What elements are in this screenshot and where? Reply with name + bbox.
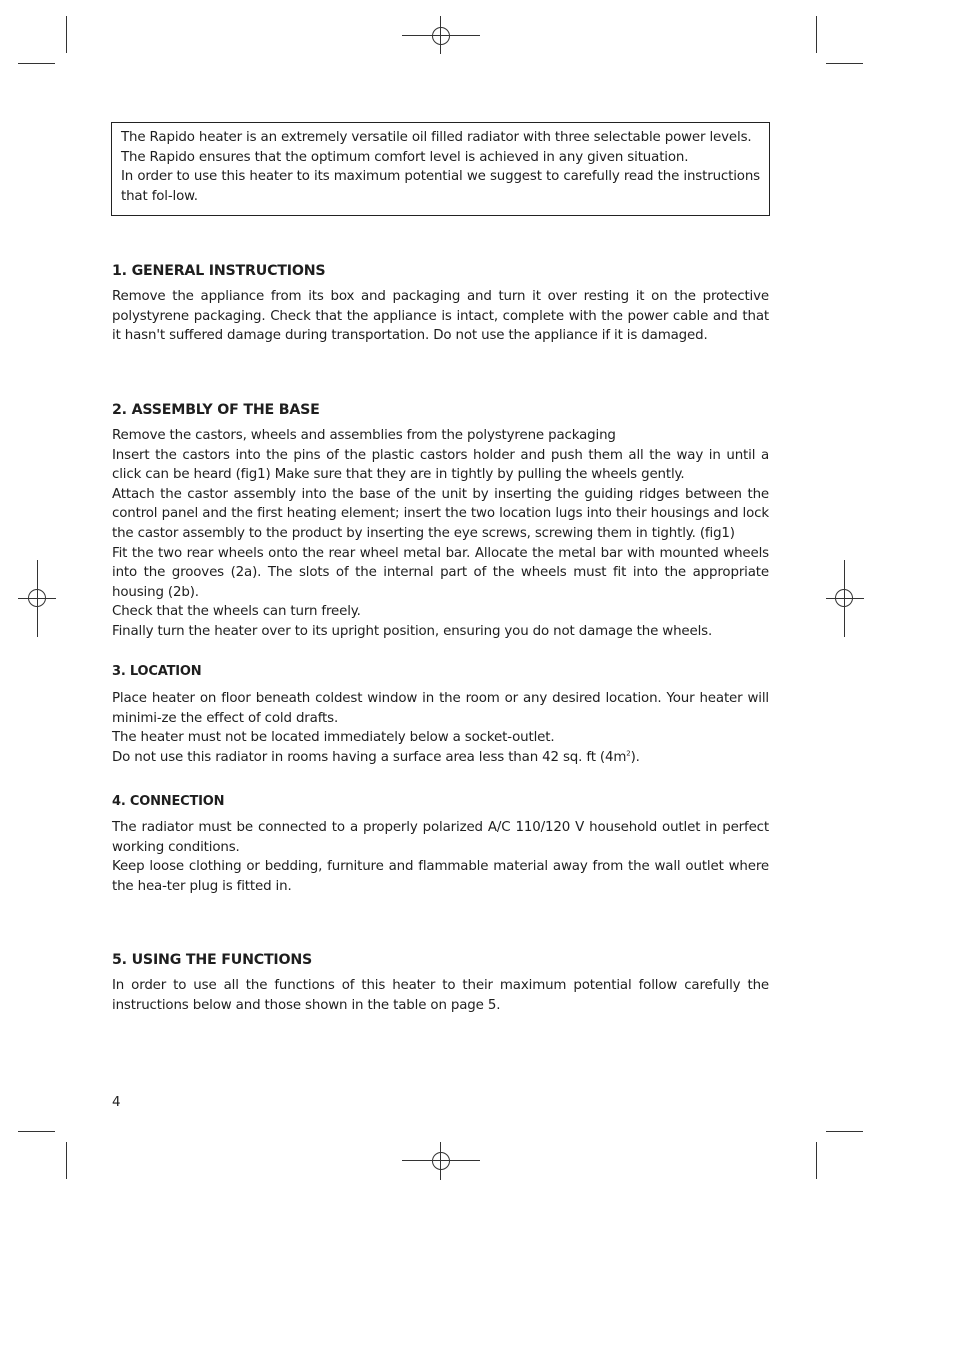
intro-line: In order to use this heater to its maximum potential we suggest to carefully read the instructions that fol-low. [121,169,760,204]
section-heading: 3. LOCATION [112,664,202,679]
section-heading: 2. ASSEMBLY OF THE BASE [112,402,320,418]
area-text-end: ). [630,749,640,765]
intro-line: The Rapido ensures that the optimum comfort level is achieved in any given situation. [121,149,689,165]
section-location [112,662,769,767]
paragraph: Remove the appliance from its box and packaging and turn it over resting it on the protective polystyrene packaging. Check that the appliance is intact, complete with the power cable and that it hasn't suffered damage during transportation. Do not use the appliance if it is damaged. [112,289,769,344]
section-heading: 1. GENERAL INSTRUCTIONS [112,263,326,279]
crop-mark-bl-h [18,1131,55,1132]
paragraph: Check that the wheels can turn freely. [112,604,361,620]
crop-mark-br-h [826,1131,863,1132]
section-body [112,818,769,896]
paragraph: Keep loose clothing or bedding, furniture and flammable material away from the wall outlet where the hea-ter plug is fitted in. [112,859,769,894]
section-body [112,287,769,346]
section-assembly-of-base [112,400,769,642]
section-general-instructions [112,261,769,346]
paragraph: The heater must not be located immediately below a socket-outlet. [112,730,555,746]
paragraph: The radiator must be connected to a properly polarized A/C 110/120 V household outlet in perfect working conditions. [112,820,769,855]
registration-mark-bottom [432,1152,450,1170]
intro-line: The Rapido heater is an extremely versatile oil filled radiator with three selectable power levels. [121,130,752,145]
paragraph: Fit the two rear wheels onto the rear wheel metal bar. Allocate the metal bar with mounted wheels into the grooves (2a). The slots of the internal part of the wheels must fit into the appropriate housing (2b). [112,545,769,600]
paragraph: Insert the castors into the pins of the plastic castors holder and push them all the way in until a click can be heard (fig1) Make sure that they are in tightly by pulling the wheels gently. [112,447,769,483]
section-using-functions [112,950,769,1015]
paragraph: In order to use all the functions of this heater to their maximum potential follow carefully the instructions below and those shown in the table on page 5. [112,978,769,1013]
crop-mark-tl-h [18,63,55,64]
paragraph: Place heater on floor beneath coldest window in the room or any desired location. Your heater will minimi-ze the effect of cold drafts. [112,691,769,726]
registration-mark-left [28,589,46,607]
paragraph-area-requirement [112,748,769,768]
paragraph: Attach the castor assembly into the base of the unit by inserting the guiding ridges between the control panel and the first heating element; insert the two location lugs into their housings and lock the castor assembly to the product by inserting the eye screws, screwing them in tightly. (fig1) [112,486,769,541]
section-body [112,426,769,642]
area-text: Do not use this radiator in rooms having a surface area less than 42 sq. ft (4m [112,749,627,765]
crop-mark-bl-v [66,1142,67,1179]
crop-mark-tr-h [826,63,863,64]
section-body [112,689,769,767]
page-number: 4 [112,1095,121,1110]
superscript: 2 [626,749,631,758]
section-heading: 4. CONNECTION [112,794,225,809]
paragraph: Remove the castors, wheels and assemblies from the polystyrene packaging [112,428,616,443]
intro-box [111,122,770,216]
section-heading: 5. USING THE FUNCTIONS [112,952,313,968]
crop-mark-br-v [816,1142,817,1179]
section-body [112,976,769,1015]
section-connection [112,792,769,896]
crop-mark-tl-v [66,16,67,53]
registration-mark-top [432,27,450,45]
crop-mark-tr-v [816,16,817,53]
registration-mark-right [835,589,853,607]
paragraph: Finally turn the heater over to its upright position, ensuring you do not damage the wheels. [112,623,713,639]
